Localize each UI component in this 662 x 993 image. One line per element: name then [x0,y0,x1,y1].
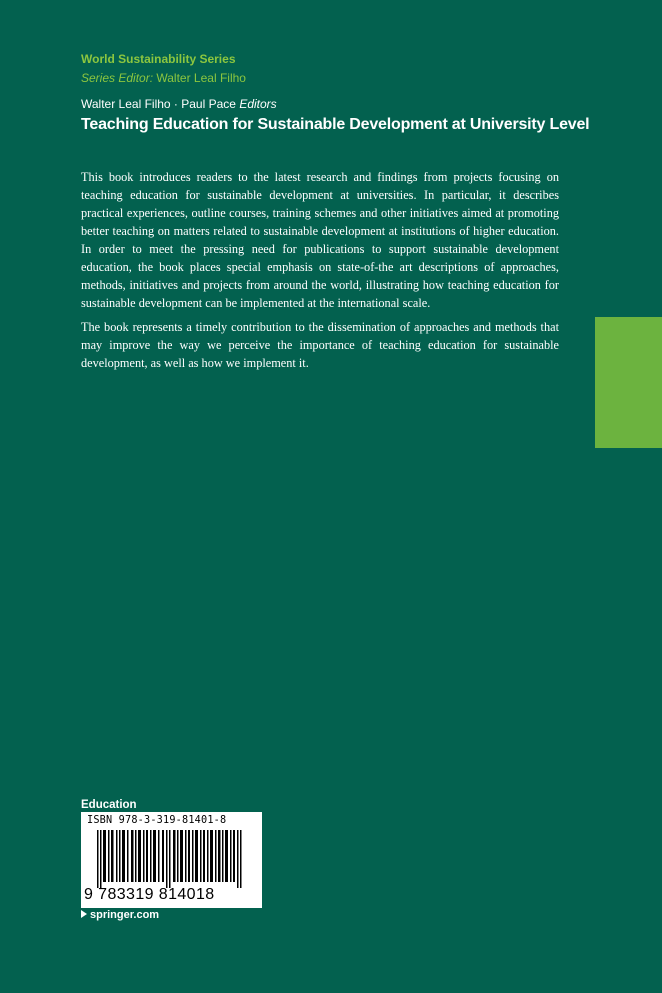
barcode-digits: 9 783319 814018 [84,886,215,903]
springer-url[interactable]: springer.com [90,909,160,921]
isbn-label: ISBN 978-3-319-81401-8 [87,815,227,826]
springer-link[interactable] [81,909,159,921]
barcode-box [81,812,262,908]
editors-role: Editors [239,97,277,111]
series-title: World Sustainability Series [81,52,236,66]
blurb-paragraph-1: This book introduces readers to the latest research and findings from projects focusing on teaching education for sustainable development at universities. In particular, it describes practical experiences, outline courses, training schemes and other initiatives aimed at promoting better teaching on matters related to sustainable development at institutions of higher education. In order to meet the pressing need for publications to support sustainable development education, the book places special emphasis on state-of-the art descriptions of approaches, methods, initiatives and projects from around the world, illustrating how teaching education for sustainable development can be implemented at the international scale. [81,170,559,310]
book-title: Teaching Education for Sustainable Development at University Level [81,116,590,133]
series-editor [81,71,246,85]
series-editor-label: Series Editor: [81,71,154,85]
book-editors [81,97,277,111]
barcode-bars [97,830,247,888]
arrow-right-icon [81,910,87,918]
blurb-paragraph-2: The book represents a timely contribution to the dissemination of approaches and methods that may improve the way we perceive the importance of teaching education for sustainable development, as well as how we implement it. [81,320,559,370]
subject-label: Education [81,799,137,811]
editor-names: Walter Leal Filho · Paul Pace [81,97,236,111]
series-editor-name: Walter Leal Filho [156,71,246,85]
green-tab [595,317,662,448]
blurb [81,168,559,378]
